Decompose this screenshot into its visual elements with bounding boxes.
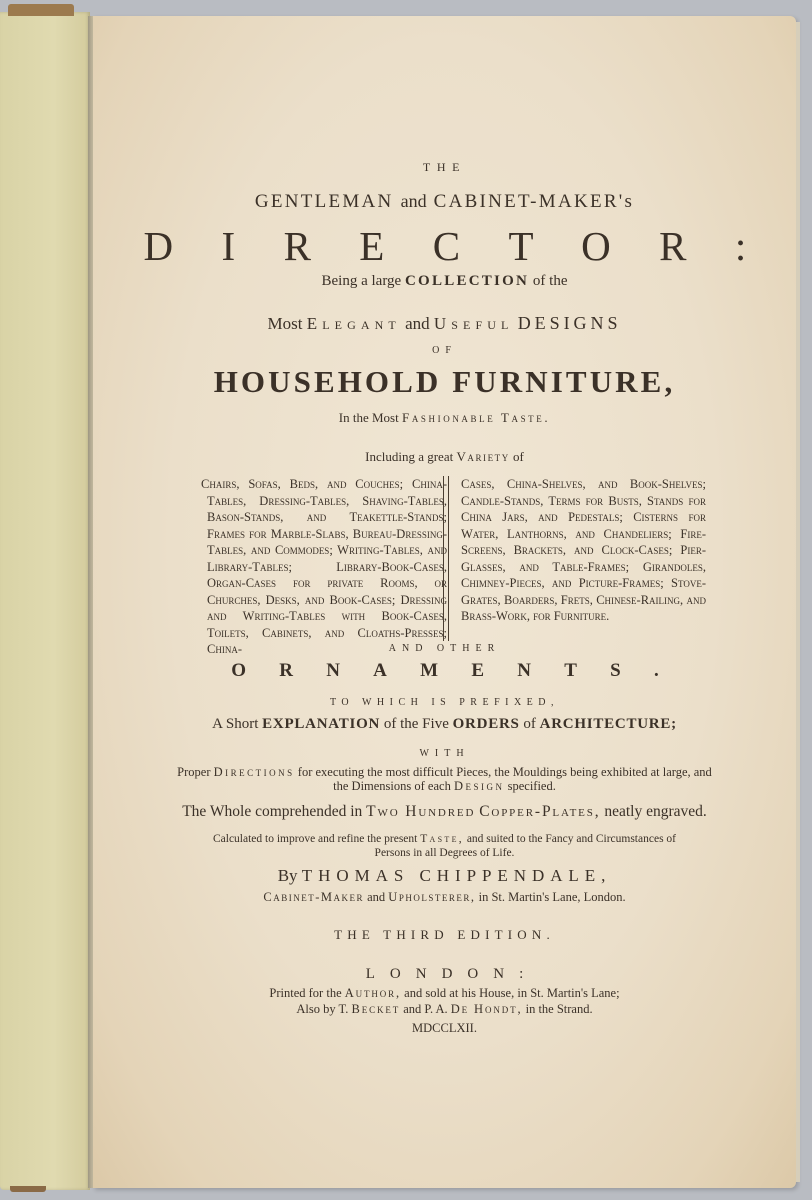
author-occupation-line: [93, 890, 796, 905]
and-text: and: [405, 314, 430, 333]
being-post: of the: [532, 273, 568, 289]
calc-post: and suited to the Fancy and Circumstances of Persons in all Degrees of Life.: [374, 833, 676, 859]
also-pre: Also by T.: [296, 1002, 349, 1016]
design-text: Design: [453, 779, 505, 793]
fashionable-taste-text: Fashionable Taste.: [401, 410, 551, 425]
proper-post: specified.: [507, 779, 556, 793]
orders-text: ORDERS: [452, 716, 520, 732]
short-mid2: of: [523, 716, 536, 732]
taste-line: [93, 410, 796, 426]
of-line: OF: [432, 345, 457, 356]
printed-for-line: [93, 986, 796, 1001]
author-line: [93, 866, 796, 886]
including-pre: Including a great: [365, 449, 454, 464]
calculated-paragraph: [93, 832, 796, 860]
and-text: and: [400, 191, 427, 211]
including-post: of: [513, 449, 524, 464]
furniture-list-left-column: [201, 476, 447, 658]
explanation-text: EXPLANATION: [262, 716, 381, 732]
and-other-line: AND OTHER: [388, 643, 501, 654]
with-line: WITH: [419, 748, 470, 759]
whole-post: neatly engraved.: [604, 803, 707, 820]
printed-post: and sold at his House, in St. Martin's Lane;: [404, 986, 620, 1000]
copper-plates-text: Copper-Plates,: [479, 803, 601, 820]
imprint-city: LONDON:: [365, 966, 539, 982]
also-post: in the Strand.: [525, 1002, 593, 1016]
household-furniture-title: HOUSEHOLD FURNITURE,: [213, 364, 676, 399]
also-mid: and P. A.: [403, 1002, 448, 1016]
including-line: [93, 449, 796, 465]
designs-line: [93, 313, 796, 334]
useful-text: Useful: [433, 314, 514, 333]
most-text: Most: [267, 314, 303, 333]
architecture-text: ARCHITECTURE;: [539, 716, 677, 732]
upholsterer-text: Upholsterer,: [388, 890, 476, 904]
publication-date: MDCCLXII.: [412, 1021, 477, 1035]
main-title-director: DIRECTOR:: [143, 223, 795, 269]
directions-text: Directions: [213, 765, 295, 779]
gentleman-line: [93, 191, 796, 213]
and-text: and: [367, 890, 386, 904]
cabinet-maker-text: CABINET-MAKER's: [433, 191, 635, 212]
short-pre: A Short: [212, 716, 259, 732]
address-text: in St. Martin's Lane, London.: [478, 890, 626, 904]
elegant-text: Elegant: [306, 314, 401, 333]
short-mid1: of the Five: [383, 716, 449, 732]
calc-pre: Calculated to improve and refine the present: [212, 833, 418, 845]
being-line: [93, 273, 796, 290]
edition-line: THE THIRD EDITION.: [334, 927, 555, 942]
by-text: By: [277, 866, 298, 885]
left-leaf-bottom-edge: [10, 1186, 46, 1192]
becket-text: Becket: [351, 1002, 401, 1016]
page-fore-edge: [796, 22, 800, 1182]
furniture-list-right-column: [461, 476, 706, 625]
left-leaf-top-edge: [8, 4, 74, 16]
being-pre: Being a large: [321, 273, 402, 289]
proper-pre: Proper: [177, 765, 211, 779]
explanation-line: [93, 716, 796, 733]
copper-plates-line: [93, 803, 796, 821]
author-text: Author,: [344, 986, 402, 1000]
whole-pre: The Whole comprehended in: [182, 803, 363, 820]
the-heading: THE: [422, 160, 467, 174]
designs-text: DESIGNS: [517, 313, 622, 333]
column-double-rule: [443, 476, 449, 641]
cabinet-maker-text: Cabinet-Maker: [263, 890, 364, 904]
variety-text: Variety: [456, 449, 510, 464]
two-hundred-text: Two Hundred: [366, 803, 476, 820]
furniture-list-right-text: Cases, China-Shelves, and Book-Shelves; Candle-Stands, Terms for Busts, Stands for China Jars, and Pedestals; Cisterns for Water, Lanthorns, and Chandeliers; Fire-Screens, Brackets, and Clock-Cases; Pier-Glasses, and Table-Frames; Girandoles, Chimney-Pieces, and Picture-Frames; Stove-Grates, Boarders, Frets, Chinese-Railing, and Brass-Work, for Furniture.: [461, 477, 706, 623]
taste-text: Taste,: [420, 833, 464, 845]
furniture-list-left-text: Chairs, Sofas, Beds, and Couches; China-Tables, Dressing-Tables, Shaving-Tables, Bason-Stands, and Teakettle-Stands; Frames for Marble-Slabs, Bureau-Dressing-Tables, and Commodes; Writing-Tables, and Library-Tables; Library-Book-Cases, Organ-Cases for private Rooms, or Churches, Desks, and Book-Cases; Dressing and Writing-Tables with Book-Cases, Toilets, Cabinets, and Cloaths-Presses; China-: [201, 477, 447, 656]
also-sold-line: [93, 1002, 796, 1017]
printed-pre: Printed for the: [269, 986, 342, 1000]
directions-paragraph: [93, 765, 796, 793]
taste-pre: In the Most: [338, 410, 399, 425]
gentleman-text: GENTLEMAN: [254, 191, 394, 212]
ornaments-title: ORNAMENTS.: [231, 660, 692, 681]
author-name: THOMAS CHIPPENDALE,: [301, 866, 612, 885]
proper-mid: for executing the most difficult Pieces, the Mouldings being exhibited at large, and the Dimensions of each: [297, 765, 712, 793]
de-hondt-text: De Hondt,: [450, 1002, 523, 1016]
collection-text: COLLECTION: [404, 273, 530, 289]
left-page-leaf: [0, 12, 90, 1190]
prefixed-line: TO WHICH IS PREFIXED,: [329, 697, 560, 708]
